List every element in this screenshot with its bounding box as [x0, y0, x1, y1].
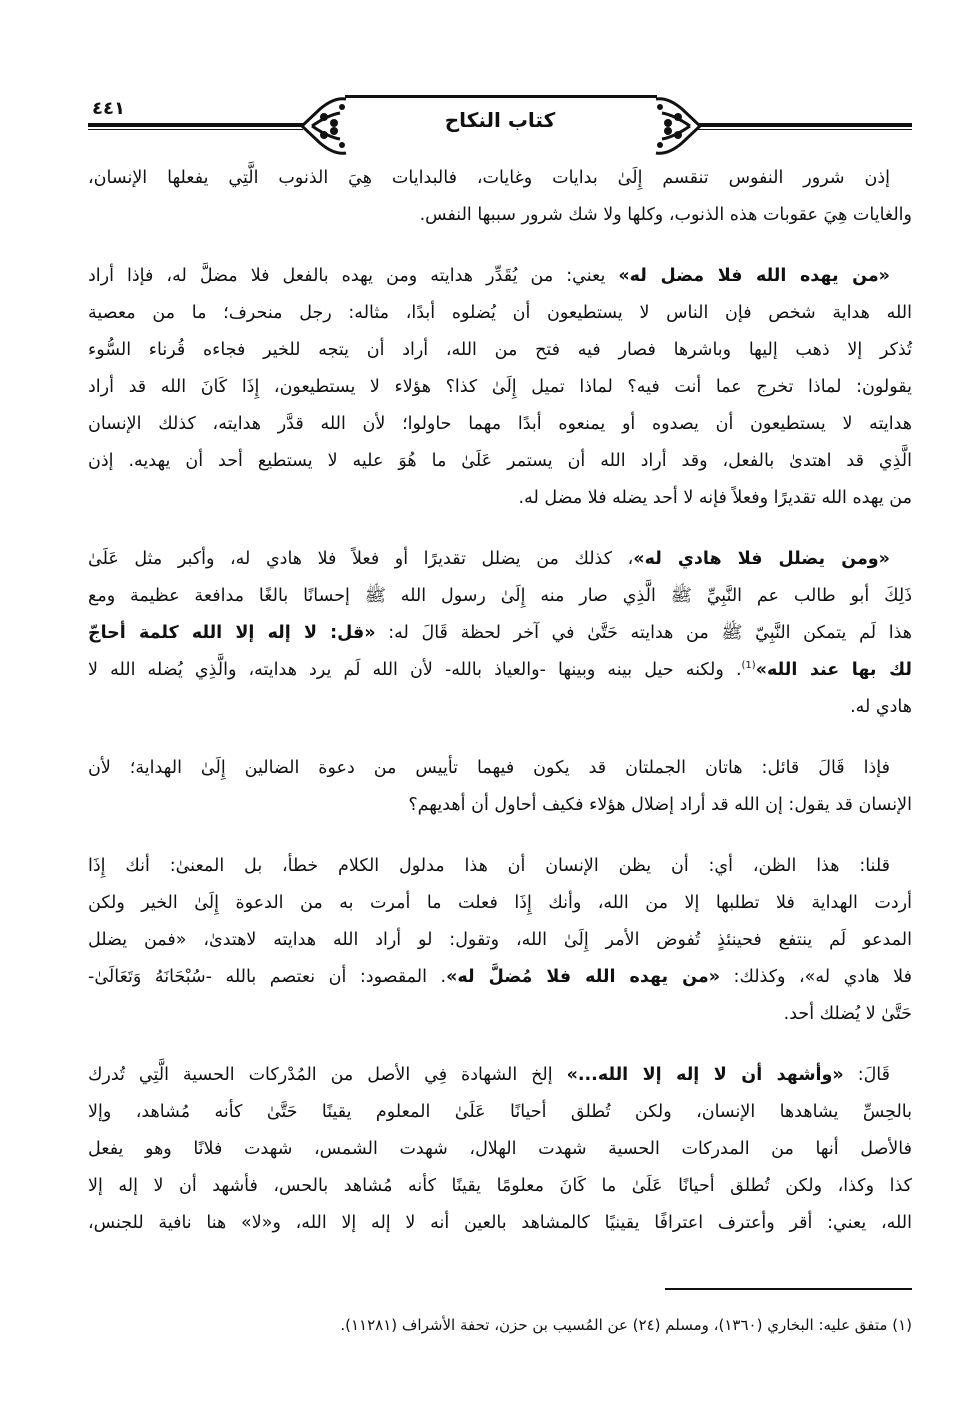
- quoted-text: «ومن يضلل فلا هادي له»: [633, 549, 890, 569]
- quoted-text: «من يهده الله فلا مُضلَّ له»: [446, 967, 721, 987]
- text-line: [88, 689, 912, 726]
- header-top-rule: [345, 95, 657, 98]
- paragraph: [88, 160, 912, 234]
- text-segment: إذن شرور النفوس تنقسم إِلَىٰ بدايات وغايات، فالبدايات هِيَ الذنوب الَّتِي يفعلها الإنسان،: [88, 168, 890, 188]
- text-line: [88, 369, 912, 406]
- text-line: [88, 1094, 912, 1131]
- text-segment: فلا هادي له»، وكذلك:: [720, 967, 912, 987]
- text-segment: قلنا: هذا الظن، أي: أن يظن الإنسان أن هذا مدلول الكلام خطأ، بل المعنىٰ: أنك إِذَا: [88, 856, 890, 876]
- text-line: [88, 1057, 912, 1094]
- ornament-right-icon: [652, 95, 702, 157]
- text-line: [88, 1205, 912, 1242]
- paragraph: [88, 750, 912, 824]
- quoted-text: «وأشهد أن لا إله إلا الله...»: [566, 1065, 844, 1085]
- text-segment: يقولون: لماذا تخرج عما أنت فيه؟ لماذا تميل إِلَىٰ كذا؟ هؤلاء لا يستطيعون، إِذَا كَانَ الله قد أراد: [88, 377, 912, 397]
- paragraph: [88, 541, 912, 726]
- text-segment: هادي له.: [850, 697, 912, 717]
- text-segment: الإنسان قد يقول: إن الله قد أراد إضلال هؤلاء فكيف أحاول أن أهديهم؟: [408, 795, 912, 815]
- text-line: [88, 578, 912, 615]
- header-right-rule: [698, 123, 912, 127]
- text-line: [88, 615, 912, 652]
- text-segment: إلخ الشهادة فِي الأصل من المُدْركات الحسية الَّتِي تُدرك: [88, 1065, 567, 1085]
- header-left-rule: [88, 123, 303, 127]
- paragraph: [88, 1057, 912, 1242]
- text-segment: فالأصل أنها من المدركات الحسية شهدت الهلال، شهدت الشمس، شهدت فلانًا وهو يفعل: [88, 1139, 912, 1159]
- text-segment: . المقصود: أن نعتصم بالله -سُبْحَانَهُ وَتَعَالَىٰ-: [88, 967, 447, 987]
- text-segment: كذا وكذا، ولكن تُطلق أحيانًا عَلَىٰ ما كَانَ معلومًا يقينًا كأنه مُشاهد بالحس، فأشهد أن لا إله إلا: [88, 1176, 912, 1196]
- footnote-divider: [665, 1288, 912, 1290]
- paragraph: [88, 848, 912, 1033]
- body-text: [88, 160, 912, 1266]
- text-segment: بالحِسِّ يشاهدها الإنسان، ولكن تُطلق أحيانًا عَلَىٰ المعلوم يقينًا حَتَّىٰ كأنه مُشاهد، وإلا: [88, 1102, 912, 1122]
- paragraph: [88, 258, 912, 517]
- text-segment: يعني: من يُقَدِّر هدايته ومن يهده بالفعل فلا مضلَّ له، فإذا أراد: [88, 266, 619, 286]
- quoted-text: لك بها عند الله»: [755, 660, 912, 680]
- running-title: كتاب النكاح: [444, 108, 556, 132]
- text-line: [88, 332, 912, 369]
- text-line: [88, 541, 912, 578]
- text-line: [88, 1168, 912, 1205]
- text-segment: هذا لَم يتمكن النَّبِيّ ﷺ من هدايته حَتَّىٰ في آخر لحظة قَالَ له:: [375, 623, 912, 643]
- text-line: [88, 1131, 912, 1168]
- text-line: [88, 406, 912, 443]
- text-segment: الله، يعني: أقر وأعترف اعترافًا يقينيًا كالمشاهد بالعين أنه لا إله إلا الله، و«لا» هنا نافية للجنس،: [88, 1213, 912, 1233]
- text-line: [88, 480, 912, 517]
- text-segment: ، كذلك من يضلل تقديرًا أو فعلاً فلا هادي له، وأكبر مثل عَلَىٰ: [88, 549, 634, 569]
- text-segment: قَالَ:: [843, 1065, 890, 1085]
- text-line: [88, 295, 912, 332]
- ornament-left-icon: [300, 95, 350, 157]
- text-line: [88, 443, 912, 480]
- text-line: [88, 787, 912, 824]
- text-line: [88, 959, 912, 996]
- quoted-text: «من يهده الله فلا مضل له»: [618, 266, 890, 286]
- text-line: [88, 996, 912, 1033]
- text-line: [88, 922, 912, 959]
- text-segment: حَتَّىٰ لا يُضلك أحد.: [783, 1004, 912, 1024]
- quoted-text: «قل: لا إله إلا الله كلمة أحاجّ: [88, 623, 376, 643]
- footnote-ref: (1): [741, 660, 756, 672]
- text-segment: والغايات هِيَ عقوبات هذه الذنوب، وكلها ولا شك شرور سببها النفس.: [419, 205, 912, 225]
- text-segment: الله هداية شخص فإن الناس لا يستطيعون أن يُضلوه أبدًا، مثاله: رجل منحرف؛ ما من معصية: [88, 303, 912, 323]
- text-line: [88, 652, 912, 689]
- text-segment: . ولكنه حيل بينه وبينها -والعياذ بالله- لأن الله لَم يرد هدايته، والَّذِي يُضله الله لا: [88, 660, 742, 680]
- footnote: (١) متفق عليه: البخاري (١٣٦٠)، ومسلم (٢٤) عن المُسيب بن حزن، تحفة الأشراف (١١٢٨١).: [340, 1316, 912, 1334]
- text-line: [88, 750, 912, 787]
- text-segment: ذَلِكَ أبو طالب عم النَّبِيِّ ﷺ الَّذِي صار منه إِلَىٰ رسول الله ﷺ إحسانًا بالغًا مدافعة عظيمة ومع: [88, 586, 912, 606]
- page-number: ٤٤١: [92, 98, 125, 119]
- text-segment: أردت الهداية فلا تطلبها إلا من الله، وأنك إِذَا فعلت ما أمرت به من الدعوة إِلَىٰ الخير ولكن: [88, 893, 912, 913]
- text-line: [88, 258, 912, 295]
- text-line: [88, 848, 912, 885]
- text-segment: من يهده الله تقديرًا وفعلاً فإنه لا أحد يضله فلا مضل له.: [518, 488, 912, 508]
- text-segment: هدايته لا يستطيعون أن يصدوه أو يمنعوه أبدًا مهما حاولوا؛ لأن الله قدَّر هدايته، كذلك الإنسان: [88, 414, 912, 434]
- text-line: [88, 160, 912, 197]
- text-segment: الَّذِي قد اهتدىٰ بالفعل، وقد أراد الله أن يستمر عَلَىٰ ما هُوَ عليه لا يستطيع أحد أن يهديه. إذن: [88, 451, 912, 471]
- text-line: [88, 197, 912, 234]
- text-segment: تُذكر إلا ذهب إليها وباشرها فصار فيه فتح من الله، أراد أن يتجه للخير فجاءه قُرناء السُّوء: [88, 340, 912, 360]
- text-line: [88, 885, 912, 922]
- text-segment: المدعو لَم ينتفع فحينئذٍ تُفوض الأمر إِلَىٰ الله، وتقول: لو أراد الله هدايته لاهتدىٰ، «فمن يضلل: [88, 930, 912, 950]
- text-segment: فإذا قَالَ قائل: هاتان الجملتان قد يكون فيهما تأييس من دعوة الضالين إِلَىٰ الهداية؛ لأن: [88, 758, 890, 778]
